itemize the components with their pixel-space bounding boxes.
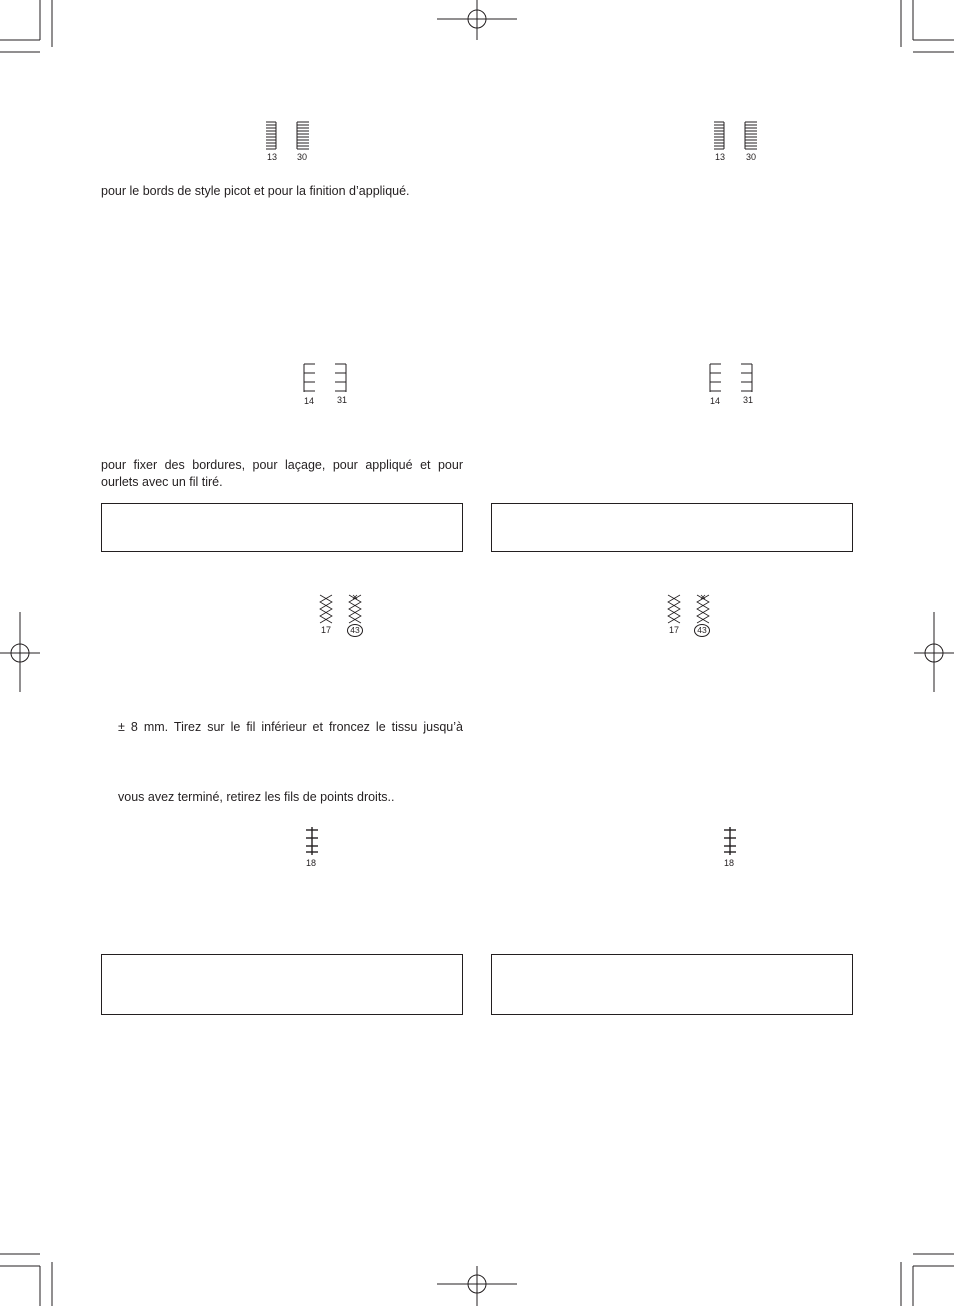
note-box [491,954,853,1015]
bar-stitch-icon [722,827,742,857]
note-box [491,503,853,552]
stitch-number: 14 [709,396,720,406]
double-cross-stitch-icon [668,595,718,625]
stitch-number: 31 [336,395,347,405]
stitch-number: 30 [296,152,307,162]
note-box [101,954,463,1015]
paragraph-bordures-line2: ourlets avec un fil tiré. [101,475,223,489]
paragraph-picot: pour le bords de style picot et pour la finition d’appliqué. [101,184,410,198]
paragraph-termine: vous avez terminé, retirez les fils de points droits.. [118,790,395,804]
paragraph-bordures-line1: pour fixer des bordures, pour laçage, pour appliqué et pour [101,458,463,472]
blind-hem-stitch-icon [303,364,353,394]
stitch-number-circled: 43 [694,624,710,637]
paragraph-fronce: ± 8 mm. Tirez sur le fil inférieur et froncez le tissu jusqu’à [118,720,463,734]
stitch-number: 13 [266,152,277,162]
stitch-number: 18 [305,858,316,868]
stitch-number: 18 [723,858,734,868]
stitch-number-circled: 43 [347,624,363,637]
stitch-number: 17 [668,625,679,635]
bar-stitch-icon [304,827,324,857]
cross-stitch-icon [320,595,370,625]
ladder-stitch-icon [266,122,306,154]
stitch-number: 13 [714,152,725,162]
stitch-number: 30 [745,152,756,162]
note-box [101,503,463,552]
ladder-stitch-icon [714,122,754,154]
stitch-number: 17 [320,625,331,635]
blind-hem-stitch-icon [709,364,759,394]
stitch-number: 14 [303,396,314,406]
stitch-number: 31 [742,395,753,405]
